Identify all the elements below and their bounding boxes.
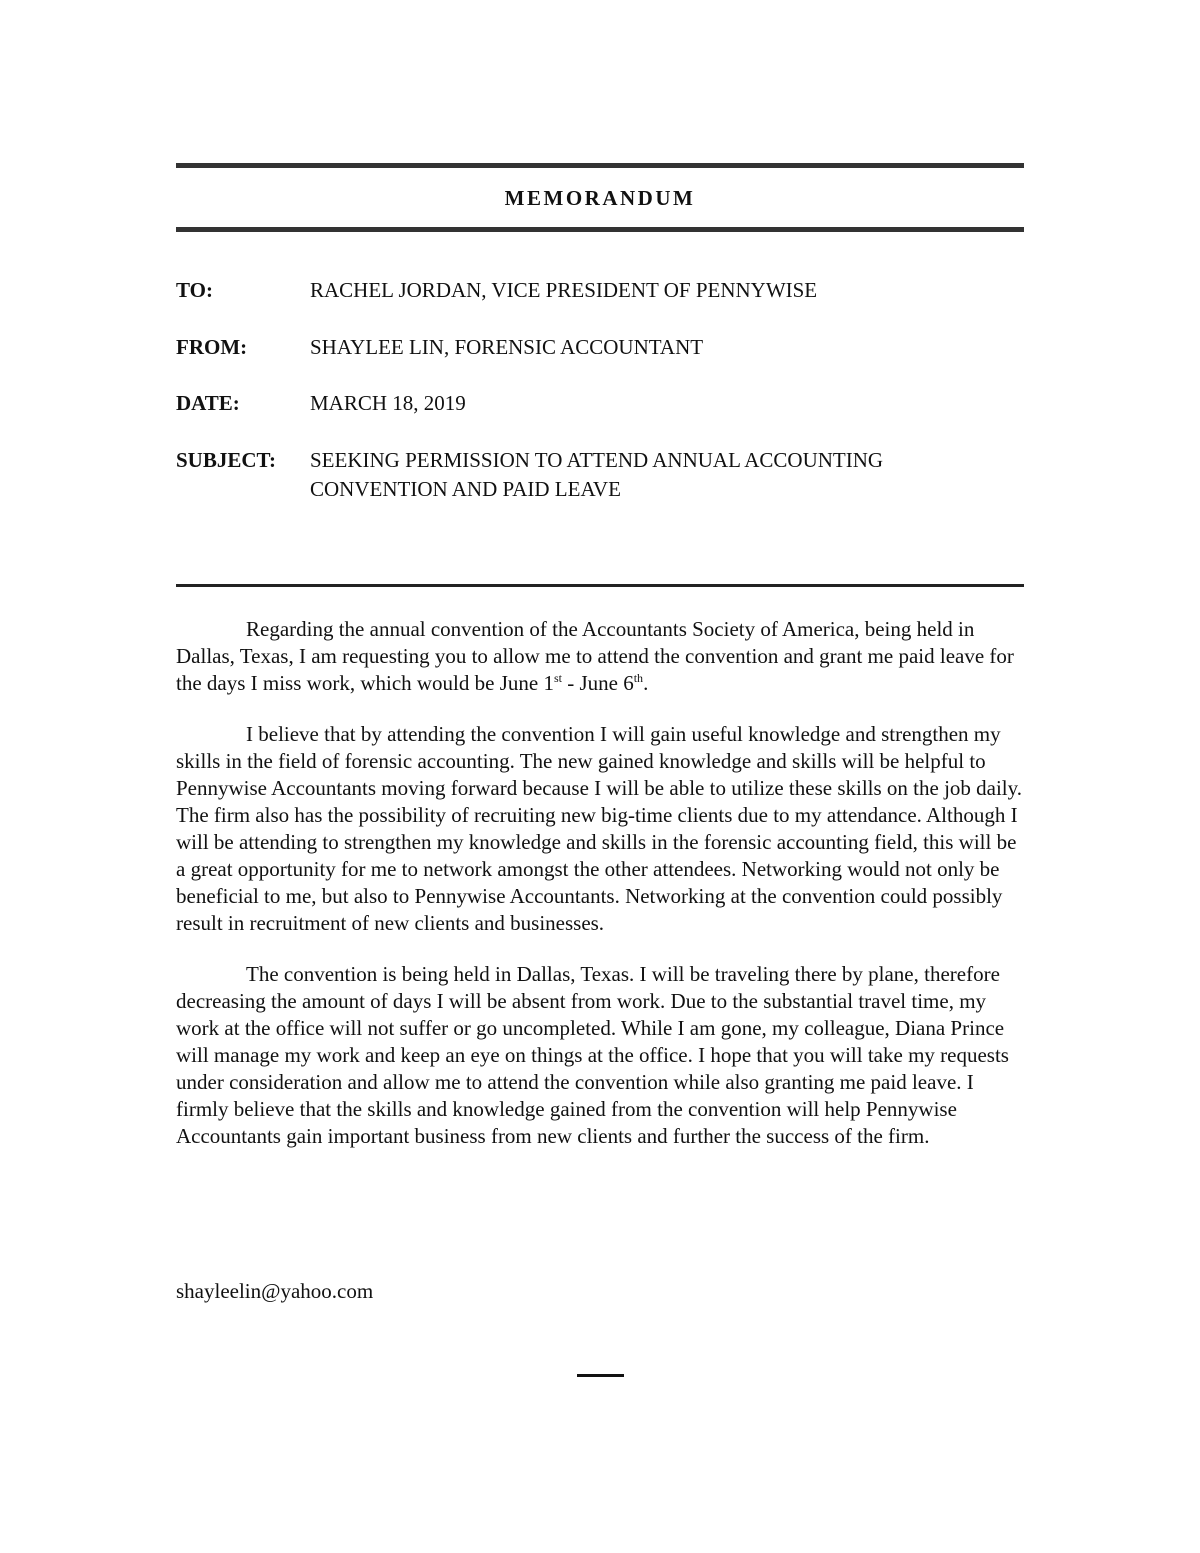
body-paragraph-3: The convention is being held in Dallas, Texas. I will be traveling there by plane, therefore decreasing the amount of days I will be absent from work. Due to the substantial travel time, my work at the office will not suffer or go uncompleted. While I am gone, my colleague, Diana Prince will manage my work and keep an eye on things at the office. I hope that you will take my requests under consideration and allow me to attend the convention while also granting me paid leave. I firmly believe that the skills and knowledge gained from the convention will help Pennywise Accountants gain important business from new clients and further the success of the firm. bbox=[176, 962, 1009, 1148]
to-value: RACHEL JORDAN, VICE PRESIDENT OF PENNYWISE bbox=[310, 278, 818, 302]
sender-email: shayleelin@yahoo.com bbox=[176, 1279, 374, 1303]
body-paragraph-1-end: . bbox=[643, 671, 649, 695]
memo-body bbox=[176, 616, 1024, 1174]
footer-rule bbox=[577, 1374, 624, 1377]
from-label: FROM: bbox=[176, 335, 248, 359]
title-rule bbox=[176, 227, 1024, 232]
header-divider bbox=[176, 584, 1024, 587]
to-label: TO: bbox=[176, 278, 213, 302]
memo-page bbox=[176, 0, 1024, 1553]
subject-value bbox=[310, 446, 1010, 504]
subject-line-1: SEEKING PERMISSION TO ATTEND ANNUAL ACCOUNTING bbox=[310, 448, 884, 472]
date-label: DATE: bbox=[176, 391, 240, 415]
ordinal-suffix: st bbox=[553, 671, 562, 685]
ordinal-suffix: th bbox=[633, 671, 644, 685]
body-paragraph-2: I believe that by attending the convention I will gain useful knowledge and strengthen my skills in the field of forensic accounting. The new gained knowledge and skills will be helpful to Pennywise Accountants moving forward because I will be able to utilize these skills on the job daily. The firm also has the possibility of recruiting new big-time clients due to my attendance. Although I will be attending to strengthen my knowledge and skills in the forensic accounting field, this will be a great opportunity for me to network amongst the other attendees. Networking would not only be beneficial to me, but also to Pennywise Accountants. Networking at the convention could possibly result in recruitment of new clients and businesses. bbox=[176, 722, 1023, 935]
body-paragraph-1 bbox=[176, 616, 1024, 697]
from-value: SHAYLEE LIN, FORENSIC ACCOUNTANT bbox=[310, 335, 704, 359]
memo-title: MEMORANDUM bbox=[504, 186, 696, 210]
top-rule bbox=[176, 163, 1024, 168]
subject-line-2: CONVENTION AND PAID LEAVE bbox=[310, 477, 621, 501]
subject-label: SUBJECT: bbox=[176, 448, 276, 472]
body-paragraph-1-text: Regarding the annual convention of the Accountants Society of America, being held in Dallas, Texas, I am requesting you to allow me to attend the convention and grant me paid leave for the days I miss work, which would be June 1 bbox=[176, 617, 1014, 695]
date-value: MARCH 18, 2019 bbox=[310, 391, 466, 415]
body-paragraph-1-mid: - June 6 bbox=[561, 671, 634, 695]
